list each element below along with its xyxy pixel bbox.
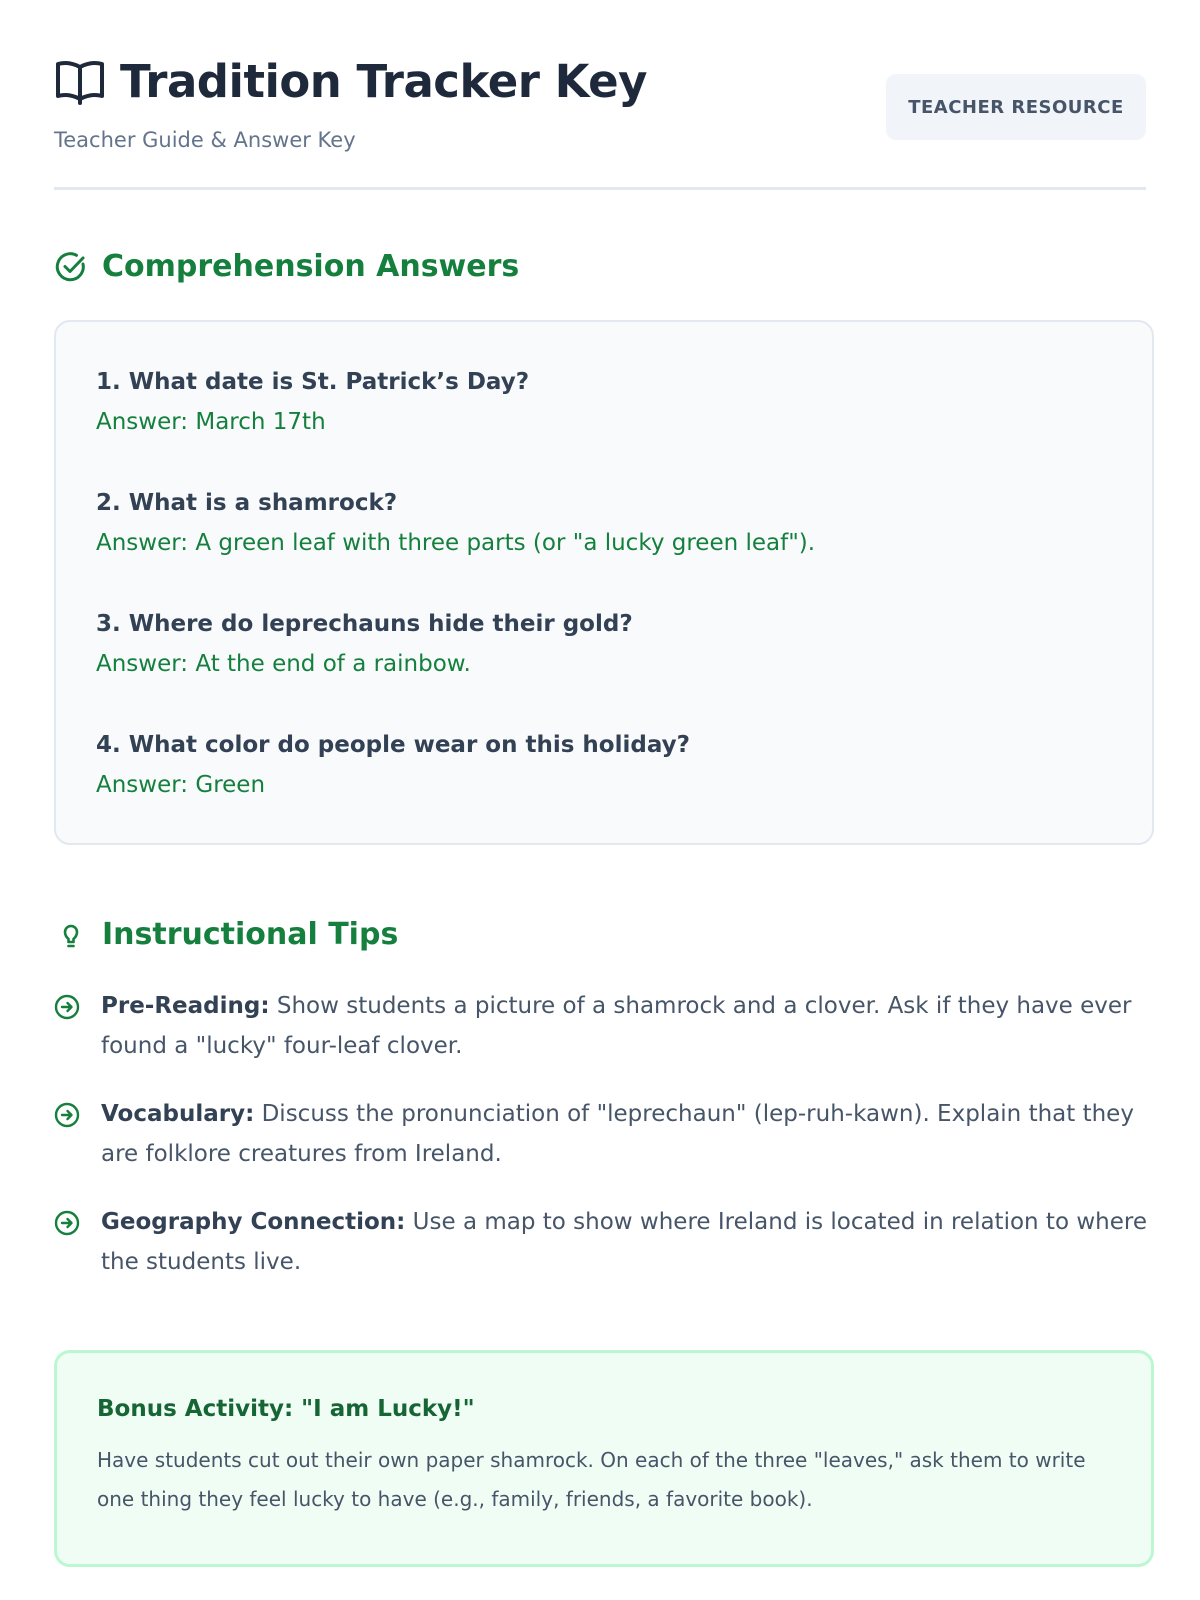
tip-item bbox=[54, 1202, 1154, 1310]
arrow-right-circle-icon bbox=[54, 994, 80, 1020]
page-title: Tradition Tracker Key bbox=[120, 55, 648, 108]
tip-text: Discuss the pronunciation of "leprechaun" (lep-ruh-kawn). Explain that they are folklore creatures from Ireland. bbox=[101, 1101, 1134, 1167]
question: 1. What date is St. Patrick’s Day? bbox=[96, 369, 530, 395]
answers-card bbox=[54, 320, 1154, 845]
tip-label: Vocabulary: bbox=[101, 1101, 255, 1127]
tip-text: Use a map to show where Ireland is located in relation to where the students live. bbox=[101, 1209, 1147, 1275]
arrow-right-circle-icon bbox=[54, 1210, 80, 1236]
tip-text: Show students a picture of a shamrock and a clover. Ask if they have ever found a "lucky" four-leaf clover. bbox=[101, 993, 1132, 1059]
question: 2. What is a shamrock? bbox=[96, 490, 398, 516]
tip-label: Geography Connection: bbox=[101, 1209, 406, 1235]
header bbox=[54, 0, 1146, 190]
comprehension-heading-text: Comprehension Answers bbox=[102, 249, 520, 284]
tips-heading-text: Instructional Tips bbox=[102, 917, 399, 952]
answer: Answer: A green leaf with three parts (or "a lucky green leaf"). bbox=[96, 530, 816, 556]
tips-list bbox=[54, 986, 1154, 1310]
bonus-title: Bonus Activity: "I am Lucky!" bbox=[97, 1396, 475, 1422]
teacher-resource-badge: TEACHER RESOURCE bbox=[886, 74, 1146, 140]
book-open-icon bbox=[54, 58, 106, 106]
answer: Answer: Green bbox=[96, 772, 266, 798]
answer: Answer: March 17th bbox=[96, 409, 326, 435]
tip-item bbox=[54, 1094, 1154, 1202]
answer: Answer: At the end of a rainbow. bbox=[96, 651, 471, 677]
title-row bbox=[54, 56, 647, 108]
comprehension-heading bbox=[54, 249, 519, 284]
qa-item bbox=[96, 606, 1112, 727]
question: 3. Where do leprechauns hide their gold? bbox=[96, 611, 633, 637]
tips-heading bbox=[54, 917, 398, 952]
page-subtitle: Teacher Guide & Answer Key bbox=[54, 128, 356, 152]
qa-item bbox=[96, 485, 1112, 606]
tip-label: Pre-Reading: bbox=[101, 993, 270, 1019]
bonus-body: Have students cut out their own paper shamrock. On each of the three "leaves," ask them to write one thing they feel lucky to have (e.g., family, friends, a favorite book). bbox=[97, 1448, 1086, 1511]
qa-item bbox=[96, 364, 1112, 485]
lightbulb-icon bbox=[54, 918, 88, 952]
arrow-right-circle-icon bbox=[54, 1102, 80, 1128]
bonus-activity-card bbox=[54, 1350, 1154, 1567]
tip-item bbox=[54, 986, 1154, 1094]
question: 4. What color do people wear on this holiday? bbox=[96, 732, 690, 758]
check-circle-icon bbox=[54, 250, 88, 284]
qa-item bbox=[96, 727, 1112, 848]
